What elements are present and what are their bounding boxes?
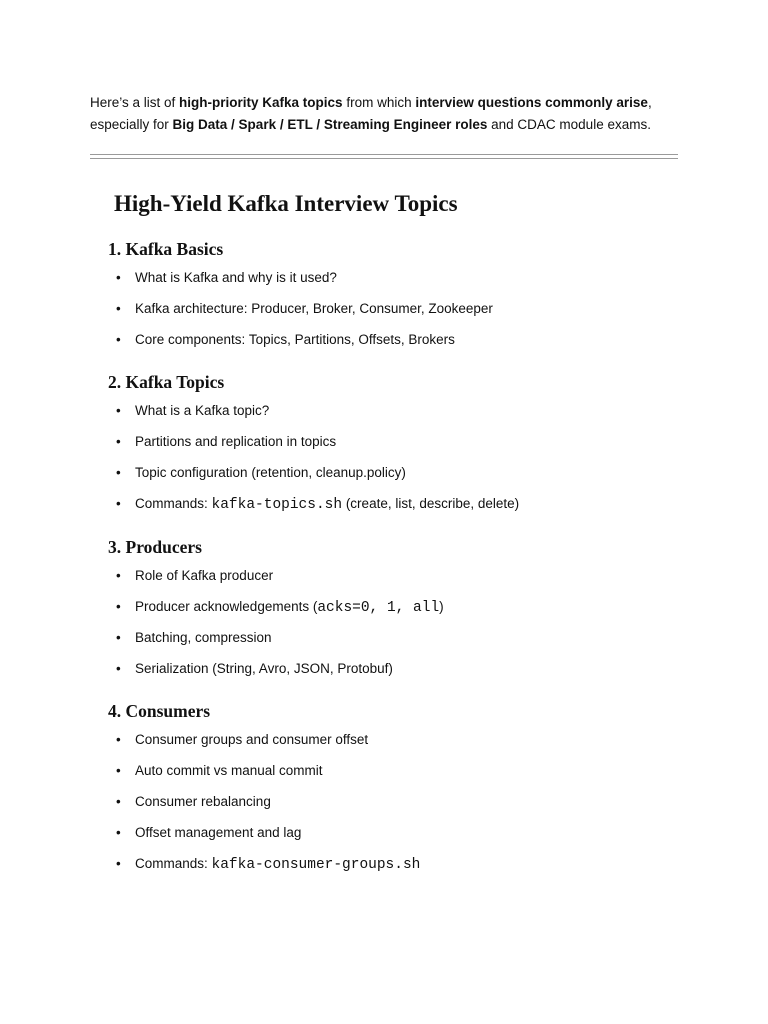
section-heading: 4. Consumers xyxy=(108,701,211,721)
list-item-text: Role of Kafka producer xyxy=(135,568,274,583)
list-item-text: Consumer rebalancing xyxy=(135,794,271,809)
section-kafka-topics xyxy=(108,370,708,524)
list-item-text: Kafka architecture: Producer, Broker, Consumer, Zookeeper xyxy=(135,301,493,316)
intro-paragraph xyxy=(90,92,690,136)
list-item xyxy=(108,462,708,484)
section-heading: 2. Kafka Topics xyxy=(108,372,225,392)
list-item-text: What is a Kafka topic? xyxy=(135,403,270,418)
list-item-text: Commands: xyxy=(135,496,212,511)
bullet-icon: • xyxy=(116,465,121,480)
bullet-icon: • xyxy=(116,630,121,645)
list-item-text: Core components: Topics, Partitions, Offsets, Brokers xyxy=(135,332,455,347)
bullet-icon: • xyxy=(116,434,121,449)
bullet-list xyxy=(108,267,708,351)
bullet-icon: • xyxy=(116,568,121,583)
inline-code: kafka-topics.sh xyxy=(211,497,343,513)
list-item xyxy=(108,565,708,587)
intro-line-1 xyxy=(90,92,690,114)
bullet-icon: • xyxy=(116,270,121,285)
intro-text: , xyxy=(647,95,652,110)
intro-text: Here’s a list of xyxy=(90,95,180,110)
intro-text: and CDAC module exams. xyxy=(487,117,651,132)
list-item xyxy=(108,329,708,351)
section-heading: 1. Kafka Basics xyxy=(108,239,224,259)
list-item xyxy=(108,400,708,422)
bullet-list xyxy=(108,729,708,875)
list-item xyxy=(108,431,708,453)
bullet-icon: • xyxy=(116,301,121,316)
list-item-text: Auto commit vs manual commit xyxy=(135,763,323,778)
inline-code: acks=0, 1, all xyxy=(317,600,440,616)
bullet-icon: • xyxy=(116,794,121,809)
intro-bold-text: interview questions commonly arise xyxy=(415,95,648,110)
bullet-icon: • xyxy=(116,825,121,840)
intro-bold-text: Big Data / Spark / ETL / Streaming Engineer roles xyxy=(172,117,488,132)
list-item xyxy=(108,791,708,813)
bullet-icon: • xyxy=(116,332,121,347)
section-kafka-basics xyxy=(108,237,708,360)
list-item xyxy=(108,822,708,844)
list-item xyxy=(108,298,708,320)
list-item xyxy=(108,658,708,680)
section-producers xyxy=(108,535,708,689)
bullet-icon: • xyxy=(116,403,121,418)
bullet-icon: • xyxy=(116,599,121,614)
bullet-icon: • xyxy=(116,763,121,778)
intro-line-2 xyxy=(90,114,690,136)
list-item xyxy=(108,729,708,751)
intro-text: especially for xyxy=(90,117,173,132)
list-item-text: Producer acknowledgements ( xyxy=(135,599,318,614)
bullet-list xyxy=(108,565,708,680)
page-title: High-Yield Kafka Interview Topics xyxy=(114,191,458,216)
list-item xyxy=(108,493,708,515)
bullet-icon: • xyxy=(116,496,121,511)
intro-text: from which xyxy=(342,95,416,110)
intro-bold-text: high-priority Kafka topics xyxy=(179,95,343,110)
list-item-text: Commands: xyxy=(135,856,212,871)
list-item-text: Consumer groups and consumer offset xyxy=(135,732,369,747)
list-item-text: Topic configuration (retention, cleanup.policy) xyxy=(135,465,406,480)
bullet-icon: • xyxy=(116,856,121,871)
list-item-text: (create, list, describe, delete) xyxy=(342,496,520,511)
list-item xyxy=(108,596,708,618)
inline-code: kafka-consumer-groups.sh xyxy=(211,857,421,873)
list-item-text: Serialization (String, Avro, JSON, Protobuf) xyxy=(135,661,393,676)
list-item-text: Offset management and lag xyxy=(135,825,302,840)
bullet-icon: • xyxy=(116,661,121,676)
list-item-text: Batching, compression xyxy=(135,630,272,645)
horizontal-divider xyxy=(90,154,678,159)
bullet-list xyxy=(108,400,708,515)
section-consumers xyxy=(108,699,708,884)
list-item-text: ) xyxy=(439,599,444,614)
list-item xyxy=(108,267,708,289)
list-item xyxy=(108,853,708,875)
list-item xyxy=(108,627,708,649)
list-item-text: What is Kafka and why is it used? xyxy=(135,270,337,285)
bullet-icon: • xyxy=(116,732,121,747)
list-item-text: Partitions and replication in topics xyxy=(135,434,337,449)
list-item xyxy=(108,760,708,782)
section-heading: 3. Producers xyxy=(108,537,202,557)
